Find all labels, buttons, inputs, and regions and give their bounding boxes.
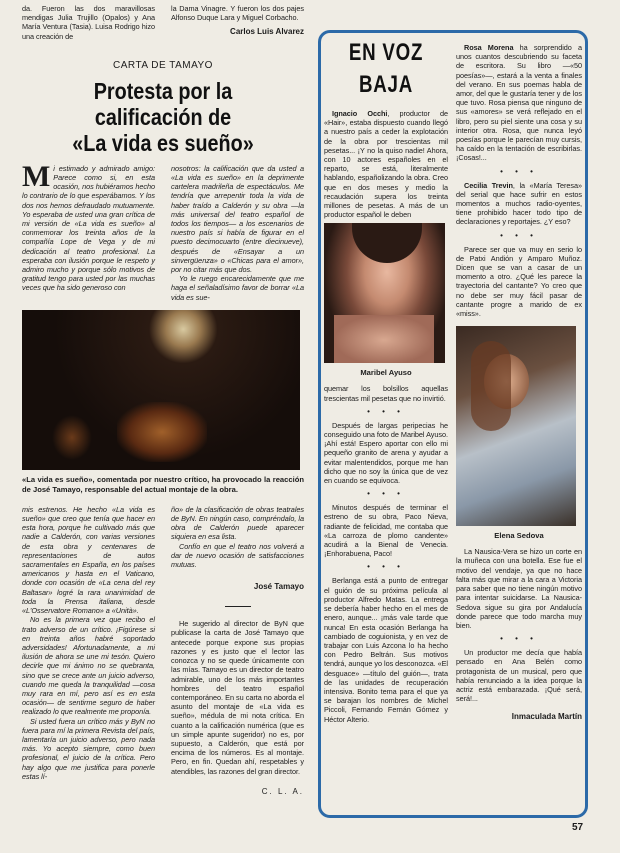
item-text: Minutos después de terminar el estreno de su obra, Paco Nieva, radiante de felicidad, me contaba que «La carroza de plomo candente» acudirá a la Bienal de Venecia. ¡Enhorabuena, Paco! xyxy=(324,503,448,559)
prev-article-signature: Carlos Luis Alvarez xyxy=(230,27,304,37)
column-title: EN VOZ BAJA xyxy=(348,39,424,98)
column-item xyxy=(456,547,582,630)
divider xyxy=(225,606,251,607)
item-text: Después de largas peripecias he conseguido una foto de Maribel Ayuso. ¡Ahí está! Espero aportar con ello mi pequeño granito de arena y ayudar a evitar malentendidos, porque me han dicho que no soy la única que de vez en cuando se equivoca. xyxy=(324,420,448,486)
item-text: , la «María Teresa» del serial que hace sufrir en estos momentos a muchos radio-oyentes, tiene prohibido hacer todo tipo de declaraciones y reportajes. ¿Y eso? xyxy=(456,180,582,227)
paragraph: He sugerido al director de ByN que publicase la carta de José Tamayo que antecede porque expone sus propias razones y es justo que el lector las conozca y no se quede únicamente con las mías. Tamayo es un director de teatro admirable, uno de los más importantes hombres del teatro español contemporáneo. En su carta no aborda el asunto del montaje de «La vida es sueño», médula de mi nota crítica. En cuanto a la calificación numérica (que es un simple apunte sugeridor) no es, por supuesto, a Calderón, que está por encima de los números. Es al montaje. Pero, en fin. Quedan ahí, respetables y atendibles, las razones del gran director. xyxy=(171,619,304,776)
item-text: quemar los bolsillos aquellas trescientas mil pesetas que no invirtió. xyxy=(324,384,448,403)
column-frame xyxy=(318,30,588,818)
photo-caption: «La vida es sueño», comentada por nuestro crítico, ha provocado la reacción de José Tamayo, responsable del actual montaje de la obra. xyxy=(22,474,304,494)
prev-article-col1 xyxy=(22,4,155,41)
photo-caption: Elena Sedova xyxy=(494,531,544,541)
lower-col2 xyxy=(171,505,304,797)
maribel-ayuso-photo xyxy=(324,223,445,363)
left-article-area xyxy=(22,4,304,797)
column-item xyxy=(456,648,582,703)
item-text: La Nausica-Vera se hizo un corte en la muñeca con una botella. Ese fue el motivo del vendaje, ya que no hace falta más que mirar a la cara a Victoria para saber que no tiene ningún motivo para intentar suicidarse. La Nausica-Sedova sigue su gira por Andalucía donde parece que todo marcha muy bien. xyxy=(456,547,582,630)
column-item xyxy=(324,503,448,558)
item-text: Parece ser que va muy en serio lo de Patxi Andión y Amparo Muñoz. Dicen que se van a casar de un momento a otro. ¿Qué les parece la trayectoria del cantante? Yo creo que no debe ser muy fácil pasar de cantante progre a marido de ex «miss». xyxy=(456,244,582,319)
letter xyxy=(22,159,304,302)
paragraph: No es la primera vez que recibo el trato adverso de un crítico. ¡Figúrese si en treinta años habré soportado adversidades! Afortunadamente, a mi ilusión de ahora se une mi tesón. Quiero decirle que mi ánimo no se quebranta, sino que se crece ante un juicio adverso, cuando me queda la tranquilidad —cosa muy rara en mí, pero así es en esta ocasión— de sentirme seguro de haber realizado lo que realmente me proponía. xyxy=(22,615,155,717)
paragraph: Yo le ruego encarecidamente que me haga el señaladísimo favor de borrar «La vida es sue- xyxy=(171,274,304,302)
item-text: Berlanga está a punto de entregar el guión de su próxima película al productor Alfredo Matas. La entrega se debería haber hecho en el mes de enero, aunque... ¡más vale tarde que nunca! En esta ocasión Berlanga ha cambiado de coguionista, y en vez de trabajar con Luis Azcona lo ha hecho con Pedro Beltrán. Sus motivos tendrá, aunque yo los desconozca. «El desguace» —título del guión—, trata de las unidades de recuperación intensiva. Bonito tema para el que ya se barajan los nombres de Michel Piccoli, Fernando Fernán Gómez y Héctor Alterio. xyxy=(324,576,448,724)
letter-continued xyxy=(22,505,304,797)
paragraph: la Dama Vinagre. Y fueron los dos pajes Alfonso Duque Lara y Miguel Corbacho. xyxy=(171,4,304,23)
headline-line: «La vida es sueño» xyxy=(72,129,254,156)
separator: • • • xyxy=(500,230,538,240)
separator: • • • xyxy=(367,489,405,499)
stage-photo xyxy=(22,310,300,470)
column-item xyxy=(456,245,582,319)
item-text: ha sorprendido a unos cuantos descubriendo su faceta de escritora. Su libro —«50 poesías»—, estará a la venta a finales del verano. En sus poemas habla de amor, del que le gustaría tener y de los que tuvo. Rosa piensa que ninguno de sus «amores» se verá reflejado en el libro, pero su piel siente una cosa y su interior otra. Rosa, que nunca leyó poesías porque le parecían muy cursis, ha caído en la tentación de escribirlas. ¡Cosas!... xyxy=(456,43,582,163)
column-item xyxy=(324,109,448,219)
paragraph: ño» de la clasificación de obras teatrales de ByN. En ningún caso, compréndalo, la obra de Calderón puede aparecer siquiera en esa lista. xyxy=(171,504,304,542)
paragraph: mis estrenos. He hecho «La vida es sueño» que creo que tenía que hacer en esta hora, porque he cultivado más que nadie a Calderón, con varias versiones de esta obra y centenares de representaciones de autos sacramentales en España, en los países americanos y hasta en el Vaticano, donde con ocasión de «La cena del rey Baltasar» logré la rara unanimidad de toda la Prensa italiana, desde «L'Osservatore Romano» a «Unità». xyxy=(22,504,155,616)
separator: • • • xyxy=(367,406,405,416)
drop-cap: M xyxy=(22,159,51,193)
letter-col1 xyxy=(22,159,155,293)
column-signature: Inmaculada Martín xyxy=(511,712,582,722)
letter-col2 xyxy=(171,164,304,302)
elena-sedova-photo xyxy=(456,326,576,526)
prev-article-col2 xyxy=(171,4,304,37)
column-item xyxy=(324,421,448,485)
paragraph: Si usted fuera un crítico más y ByN no fuera para mí la primera Revista del país, lamentaría un juicio adverso, pero nada más. Yo acepto siempre, como buen profesional, el juicio de la crítica. Pero hay algo que me justifica para ponerle estas lí- xyxy=(22,716,155,781)
paragraph: da. Fueron las dos maravillosas mendigas Julia Trujillo (Opalos) y Ana María Ventura (Tasia). Luisa Rodrigo hizo una creación de xyxy=(22,4,155,41)
headline-line: Protesta por la calificación de xyxy=(93,77,233,130)
prev-article xyxy=(22,4,304,41)
reply-text xyxy=(171,619,304,775)
column-item xyxy=(324,576,448,723)
item-lead: Cecilia Trevin xyxy=(464,180,513,190)
reply-signature: C. L. A. xyxy=(261,786,304,796)
column-item xyxy=(324,384,448,402)
separator: • • • xyxy=(367,562,405,572)
item-lead: Ignacio Occhi xyxy=(332,109,388,118)
column-item xyxy=(456,181,582,227)
photo-caption: Maribel Ayuso xyxy=(360,368,412,378)
article-headline xyxy=(42,78,285,156)
separator: • • • xyxy=(500,166,538,176)
paragraph: Confío en que el teatro nos volverá a dar de nuevo ocasión de satisfacciones mutuas. xyxy=(171,541,304,570)
item-lead: Rosa Morena xyxy=(464,43,514,52)
item-text: Un productor me decía que había pensado en Ana Belén como protagonista de un musical, pero que había renunciado a la idea porque la actriz está embarazada. ¡Qué será, será!... xyxy=(456,648,582,704)
column-a xyxy=(324,37,448,724)
column-b xyxy=(456,37,582,722)
letter-signature: José Tamayo xyxy=(253,582,304,592)
column-item xyxy=(456,43,582,163)
paragraph: i estimado y admirado amigo: Parece como si, en esta ocasión, nos hubiéramos hecho lo contrario de lo que esperábamos. Y los dos nos hemos defraudado mutuamente. Yo esperaba de usted una gran crítica de mi versión de «La vida es sueño» al conmemorar los treinta años de la compañía Lope de Vega y de mi dedicación al teatro profesional. La esperaba con ilusión porque le respeto y admiro mucho y porque sólo motivos de gratitud tengo para usted por las muchas veces que ha sido generoso con xyxy=(22,163,155,293)
lower-col1 xyxy=(22,505,155,781)
article-kicker: CARTA DE TAMAYO xyxy=(113,59,213,71)
separator: • • • xyxy=(500,634,538,644)
paragraph: nosotros: la calificación que da usted a «La vida es sueño» en la deprimente cartelera madrileña de espectáculos. Me tendría que arrepentir toda la vida de haber traído a Calderón y su obra —la más universal del teatro español de todos los tiempos— a los escenarios de nuestro país si había de figurar en el puesto decimocuarto (entre diecinueve), después de «Ensayar a un sinvergüenza» o «Chicas para el amor», por no citar más que dos. xyxy=(171,163,304,275)
page-number: 57 xyxy=(572,822,584,833)
item-text: , productor de «Hair», estaba dispuesto cuando llegó a nuestro país a ceder la explotación de la obra por trescientas mil pesetas... ¡Y no la quiso nadie! Ahora, con 10 actores españoles en el reparto, se está, literalmente hablando, españolizando la obra. Creo que en dos meses y medio la recaudación supera los treinta millones de pesetas. A más de un productor español le deben xyxy=(324,109,448,220)
